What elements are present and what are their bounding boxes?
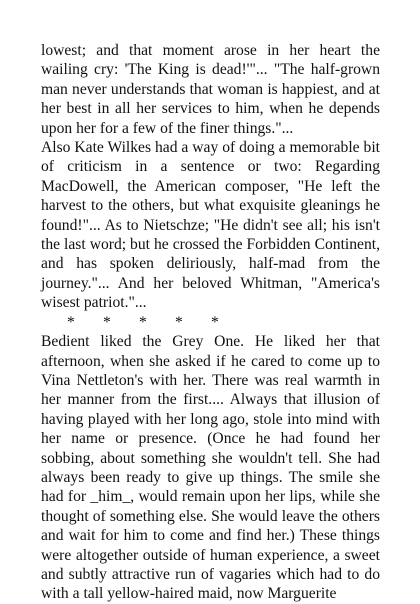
paragraph-1: lowest; and that moment arose in her heart the wailing cry: 'The King is dead!'"... "The half-grown man never understands that woman is happiest, and at her best in all her services to him, when he depends upon her for a few of the finer things."... <box>41 42 380 137</box>
divider-star: * <box>139 313 147 331</box>
paragraph-2: Also Kate Wilkes had a way of doing a memorable bit of criticism in a sentence or two: Regarding MacDowell, the American composer, "He left the harvest to the others, but what exquisite gleanings he found!"... As to Nietschze; "He didn't see all; his isn't the last word; but he crossed the Forbidden Continent, and has spoken deliriously, half-mad from the journey."... And her beloved Whitman, "America's wisest patriot."... <box>41 139 380 312</box>
paragraph-3: Bedient liked the Grey One. He liked her that afternoon, when she asked if he cared to come up to Vina Nettleton's with her. There was real warmth in her manner from the first.... Always that illusion of having played with her long ago, stole into mind with her name or presence. (Once he had found her sobbing, about something she wouldn't tell. She had always been ready to give up things. The smile she had for _him_, would remain upon her lips, while she thought of something else. She would leave the others and wait for him to come and find her.) These things were altogether outside of human experience, a sweet and subtly attractive run of vagaries which had to do with a tall yellow-haired maid, now Marguerite <box>41 333 380 603</box>
divider-star: * <box>175 313 183 331</box>
section-divider <box>41 313 380 332</box>
page-text <box>41 41 380 604</box>
divider-star: * <box>67 313 75 331</box>
divider-star: * <box>211 313 219 331</box>
divider-star: * <box>103 313 111 331</box>
